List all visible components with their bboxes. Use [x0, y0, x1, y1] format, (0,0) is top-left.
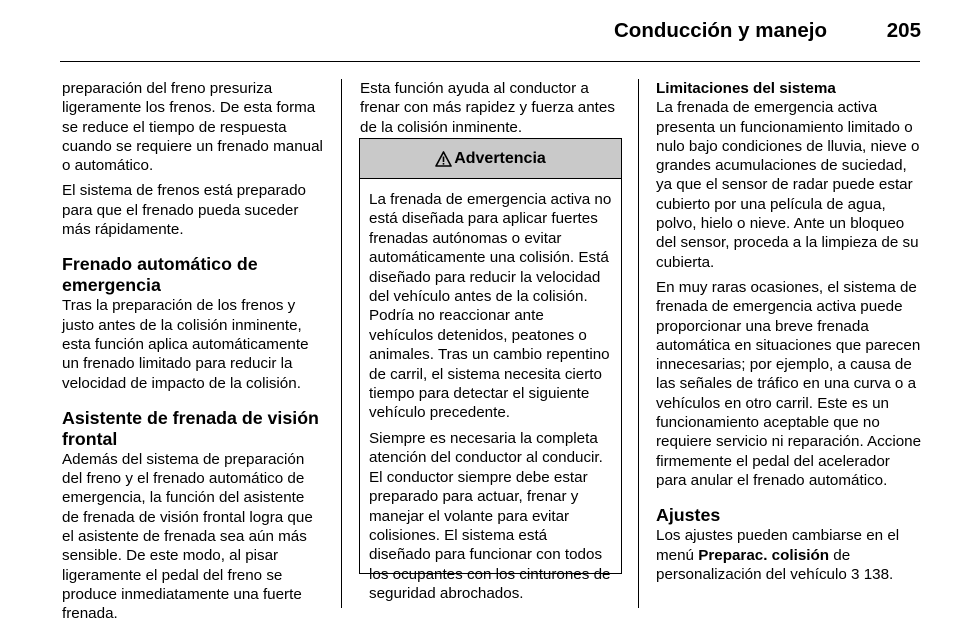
- settings-menu-name: Preparac. colisión: [698, 546, 830, 564]
- settings-paragraph: [656, 526, 922, 584]
- warning-box: [359, 138, 622, 603]
- settings-text-before: Los ajustes pueden cambiarse en el menú: [656, 527, 900, 564]
- column-3: [656, 79, 922, 590]
- limitations-paragraph-2: En muy raras ocasiones, el sistema de frenada de emergencia activa puede proporcionar una breve frenada automática en situaciones que parecen innecesarias; por ejemplo, a causa de las señales de tráfico en una curva o a vehículos en otro carril. Este es un funcionamiento aceptable que no requiere servicio ni reparación. Accione firmemente el pedal del acelerador para anular el frenado automático.: [656, 278, 922, 489]
- warning-triangle-icon: [435, 151, 452, 167]
- warning-header: [360, 139, 621, 179]
- limitations-paragraph-1: La frenada de emergencia activa presenta un funcionamiento limitado o nulo bajo condiciones de lluvia, nieve o grandes acumulaciones de suciedad, ya que el sensor de radar puede estar cubierto por una película de agua, polvo, hielo o nieve. Ante un bloqueo del sensor, proceda a la limpieza de su cubierta.: [656, 99, 920, 271]
- section-text-brake-assist: Además del sistema de preparación del freno y el frenado automático de emergencia, la función del asistente de frenada de visión frontal logra que el asistente de frenada sea aún más sensible. De este modo, al pisar ligeramente el pedal del freno se produce inmediatamente una fuerte frenada.: [62, 450, 313, 623]
- warning-paragraph-1: La frenada de emergencia activa no está diseñada para aplicar fuertes frenadas autónomas o evitar automáticamente una colisión. Está diseñado para reducir la velocidad del vehículo antes de la colisión. Podría no reaccionar ante vehículos detenidos, peatones o animales. Tras un cambio repentino de carril, el sistema necesita cierto tiempo para detectar el siguiente vehículo precedente.: [369, 191, 612, 422]
- section-heading-brake-assist: Asistente de frenada de visión frontal: [62, 407, 319, 449]
- page-section-title: Conducción y manejo: [614, 19, 827, 42]
- warning-title: Advertencia: [454, 149, 546, 167]
- settings-page-reference[interactable]: 138.: [859, 565, 894, 583]
- column-divider-2: [638, 79, 639, 608]
- header-divider: [60, 61, 920, 62]
- intro-paragraph-2: El sistema de frenos está preparado para que el frenado pueda suceder más rápidamente.: [62, 182, 306, 239]
- section-heading-settings: Ajustes: [656, 505, 721, 526]
- section-heading-limitations: Limitaciones del sistema: [656, 80, 836, 97]
- intro-paragraph-col2: Esta función ayuda al conductor a frenar con más rapidez y fuerza antes de la colisión inminente.: [360, 80, 615, 136]
- column-divider-1: [341, 79, 342, 608]
- column-2: [360, 79, 623, 143]
- page-reference-arrow-icon[interactable]: 3: [851, 565, 860, 583]
- settings-text-after: de personalización del vehículo: [656, 546, 852, 583]
- warning-paragraph-2: Siempre es necesaria la completa atención del conductor al conducir. El conductor siempre debe estar preparado para actuar, frenar y manejar el volante para evitar colisiones. El sistema está diseñado para funcionar con todos los ocupantes con los cinturones de seguridad abrochados.: [369, 429, 611, 603]
- column-1: [62, 79, 324, 630]
- section-heading-automatic-braking: Frenado automático de emergencia: [62, 254, 258, 296]
- page-number: 205: [886, 19, 921, 42]
- intro-paragraph-1: preparación del freno presuriza ligeramente los frenos. De esta forma se reduce el tiempo de respuesta cuando se requiere un frenado manual o automático.: [62, 80, 323, 175]
- warning-body: [360, 179, 621, 604]
- section-text-automatic-braking: Tras la preparación de los frenos y justo antes de la colisión inminente, esta función aplica automáticamente un frenado limitado para reducir la velocidad de impacto de la colisión.: [62, 297, 309, 392]
